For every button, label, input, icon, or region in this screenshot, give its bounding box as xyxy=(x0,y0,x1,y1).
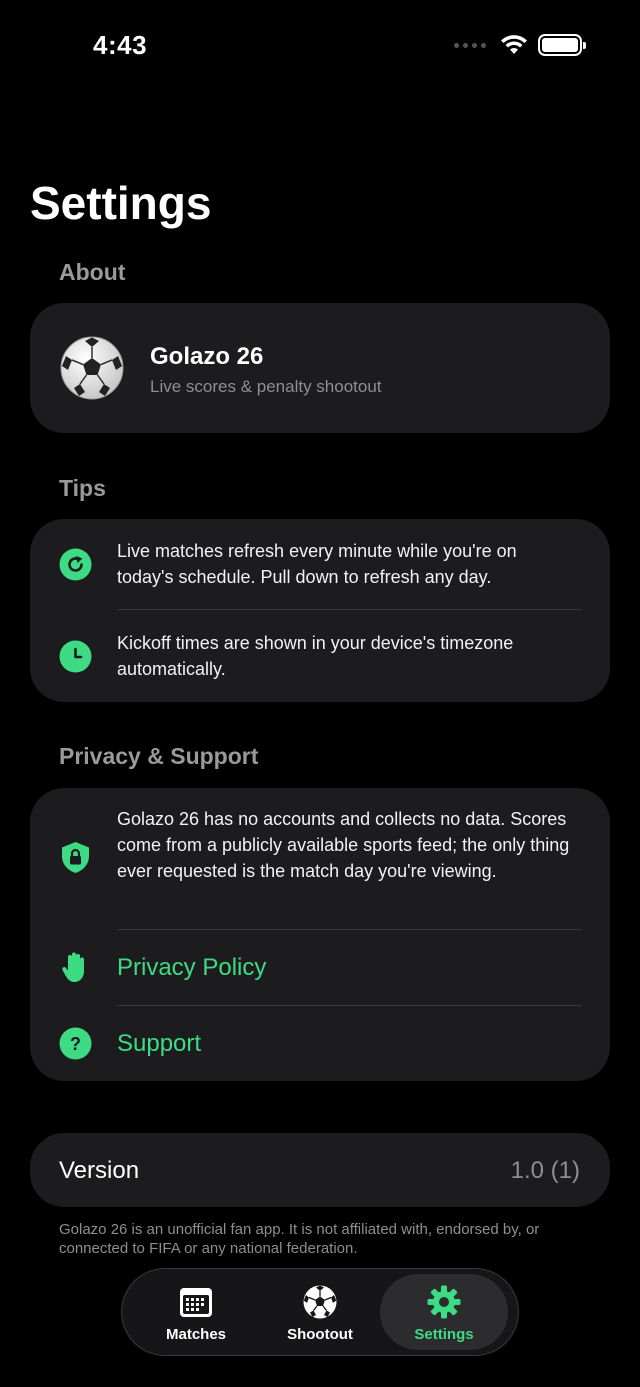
tip-text-timezone: Kickoff times are shown in your device's timezone automatically. xyxy=(117,633,514,679)
soccer-ball-icon xyxy=(302,1284,338,1320)
disclaimer-text: Golazo 26 is an unofficial fan app. It is not affiliated with, endorsed by, or connected to FIFA or any national federation. xyxy=(59,1221,540,1257)
privacy-policy-row[interactable] xyxy=(30,930,610,1005)
tips-card xyxy=(30,519,610,702)
shield-lock-icon xyxy=(59,841,92,874)
hand-icon xyxy=(59,951,92,984)
version-label: Version xyxy=(59,1157,140,1184)
version-card xyxy=(30,1133,610,1207)
app-subtitle: Live scores & penalty shootout xyxy=(150,377,382,396)
gear-icon xyxy=(426,1284,462,1320)
tab-matches[interactable] xyxy=(132,1274,260,1350)
tab-label-matches: Matches xyxy=(165,1326,227,1343)
app-name: Golazo 26 xyxy=(150,343,264,370)
calendar-icon xyxy=(178,1284,214,1320)
about-card xyxy=(30,303,610,433)
clock-icon xyxy=(59,640,92,673)
tip-text-refresh: Live matches refresh every minute while you're on today's schedule. Pull down to refresh any day. xyxy=(117,541,517,587)
refresh-icon xyxy=(59,548,92,581)
tab-settings[interactable] xyxy=(380,1274,508,1350)
page-title: Settings xyxy=(30,177,212,229)
tab-label-settings: Settings xyxy=(414,1326,474,1343)
tab-shootout[interactable] xyxy=(256,1274,384,1350)
version-value: 1.0 (1) xyxy=(510,1157,580,1184)
tab-label-shootout: Shootout xyxy=(287,1326,353,1343)
section-label-tips: Tips xyxy=(59,475,106,501)
status-time: 4:43 xyxy=(93,30,148,60)
wifi-icon xyxy=(500,34,528,56)
battery-icon xyxy=(538,34,582,56)
support-row[interactable] xyxy=(30,1006,610,1081)
svg-text:?: ? xyxy=(70,1034,81,1054)
cellular-signal-icon xyxy=(454,43,486,48)
support-link[interactable]: Support xyxy=(117,1030,202,1057)
soccer-ball-icon xyxy=(60,336,124,400)
divider xyxy=(117,609,582,610)
question-mark-icon xyxy=(59,1027,92,1060)
privacy-policy-link[interactable]: Privacy Policy xyxy=(117,954,267,981)
privacy-note: Golazo 26 has no accounts and collects no data. Scores come from a publicly available sports feed; the only thing ever requested is the match day you're viewing. xyxy=(117,809,570,881)
tab-bar xyxy=(121,1268,519,1356)
privacy-support-card xyxy=(30,788,610,1081)
status-indicators xyxy=(454,34,582,56)
section-label-about: About xyxy=(59,259,126,285)
section-label-privacy-support: Privacy & Support xyxy=(59,743,259,769)
